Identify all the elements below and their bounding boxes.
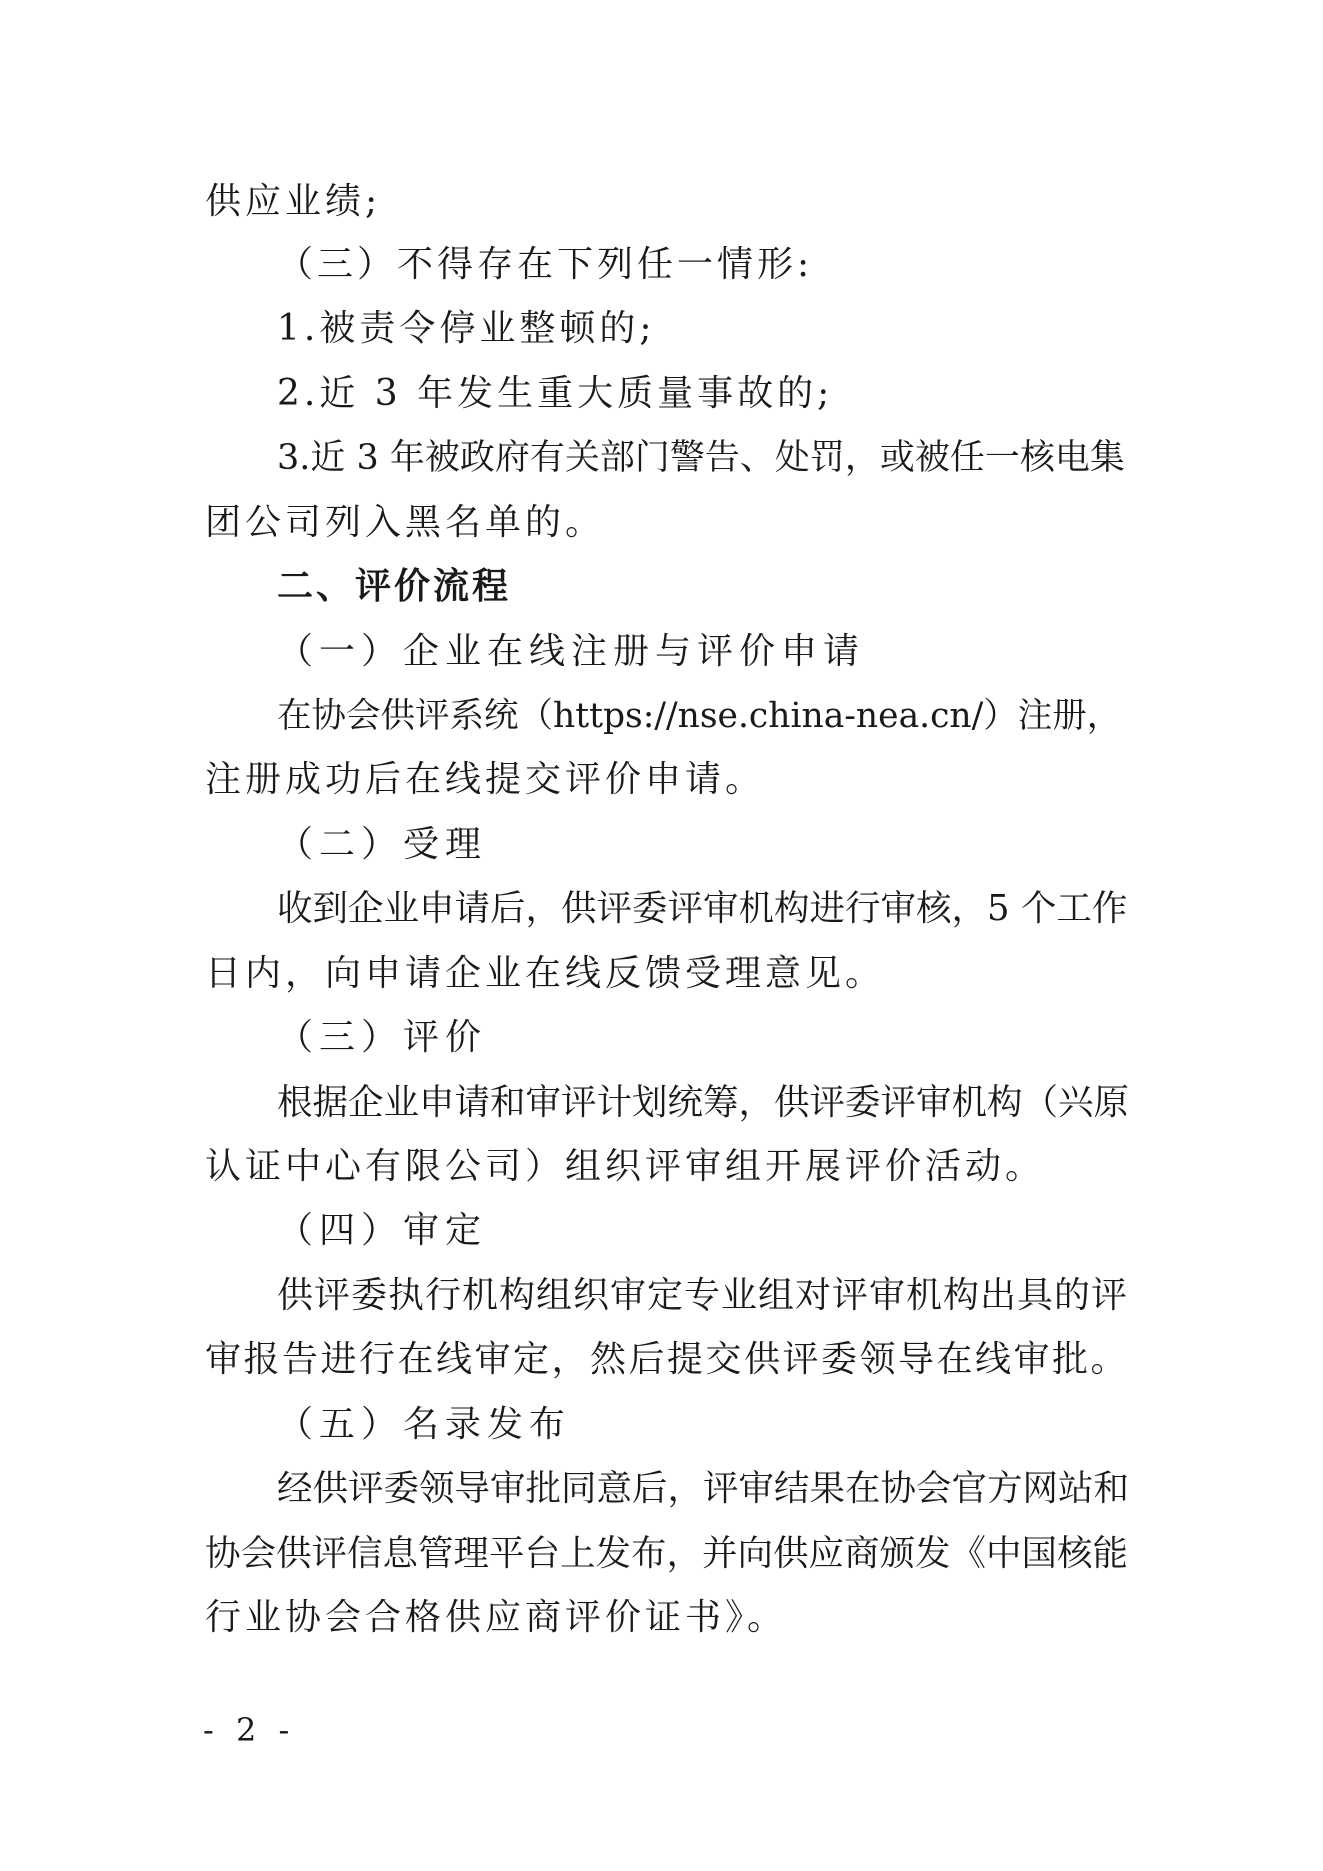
paragraph-line: 注册成功后在线提交评价申请。 <box>205 759 766 800</box>
text-line: 供应业绩; <box>205 181 382 222</box>
paragraph-line: 日内，向申请企业在线反馈受理意见。 <box>205 953 886 994</box>
subsection-heading: （二）受理 <box>277 824 488 865</box>
paragraph-line: 行业协会合格供应商评价证书》。 <box>205 1597 788 1638</box>
page-number: - 2 - <box>203 1711 296 1749</box>
paragraph-line: 供评委执行机构组织审定专业组对评审机构出具的评 <box>277 1275 1129 1316</box>
subsection-heading: （五）名录发布 <box>277 1404 572 1445</box>
clause-heading: （三）不得存在下列任一情形: <box>277 244 814 285</box>
paragraph-line: 收到企业申请后，供评委评审机构进行审核，5 个工作 <box>277 888 1128 929</box>
list-item: 2.近 3 年发生重大质量事故的; <box>277 373 834 414</box>
list-item: 3.近 3 年被政府有关部门警告、处罚，或被任一核电集 <box>277 438 1125 478</box>
paragraph-line: 根据企业申请和审评计划统筹，供评委评审机构（兴原 <box>277 1082 1130 1123</box>
section-heading: 二、评价流程 <box>277 566 512 607</box>
subsection-heading: （四）审定 <box>277 1210 488 1251</box>
subsection-heading: （三）评价 <box>277 1017 488 1058</box>
list-item: 1.被责令停业整顿的; <box>277 308 656 349</box>
subsection-heading: （一）企业在线注册与评价申请 <box>277 631 866 672</box>
paragraph-line: 在协会供评系统（https://nse.china-nea.cn/）注册， <box>277 696 1122 736</box>
paragraph-line: 认证中心有限公司）组织评审组开展评价活动。 <box>205 1146 1046 1187</box>
text-line: 团公司列入黑名单的。 <box>205 502 606 543</box>
paragraph-line: 经供评委领导审批同意后，评审结果在协会官方网站和 <box>277 1468 1130 1509</box>
paragraph-line: 协会供评信息管理平台上发布，并向供应商颁发《中国核能 <box>205 1533 1129 1574</box>
paragraph-line: 审报告进行在线审定，然后提交供评委领导在线审批。 <box>205 1339 1130 1380</box>
